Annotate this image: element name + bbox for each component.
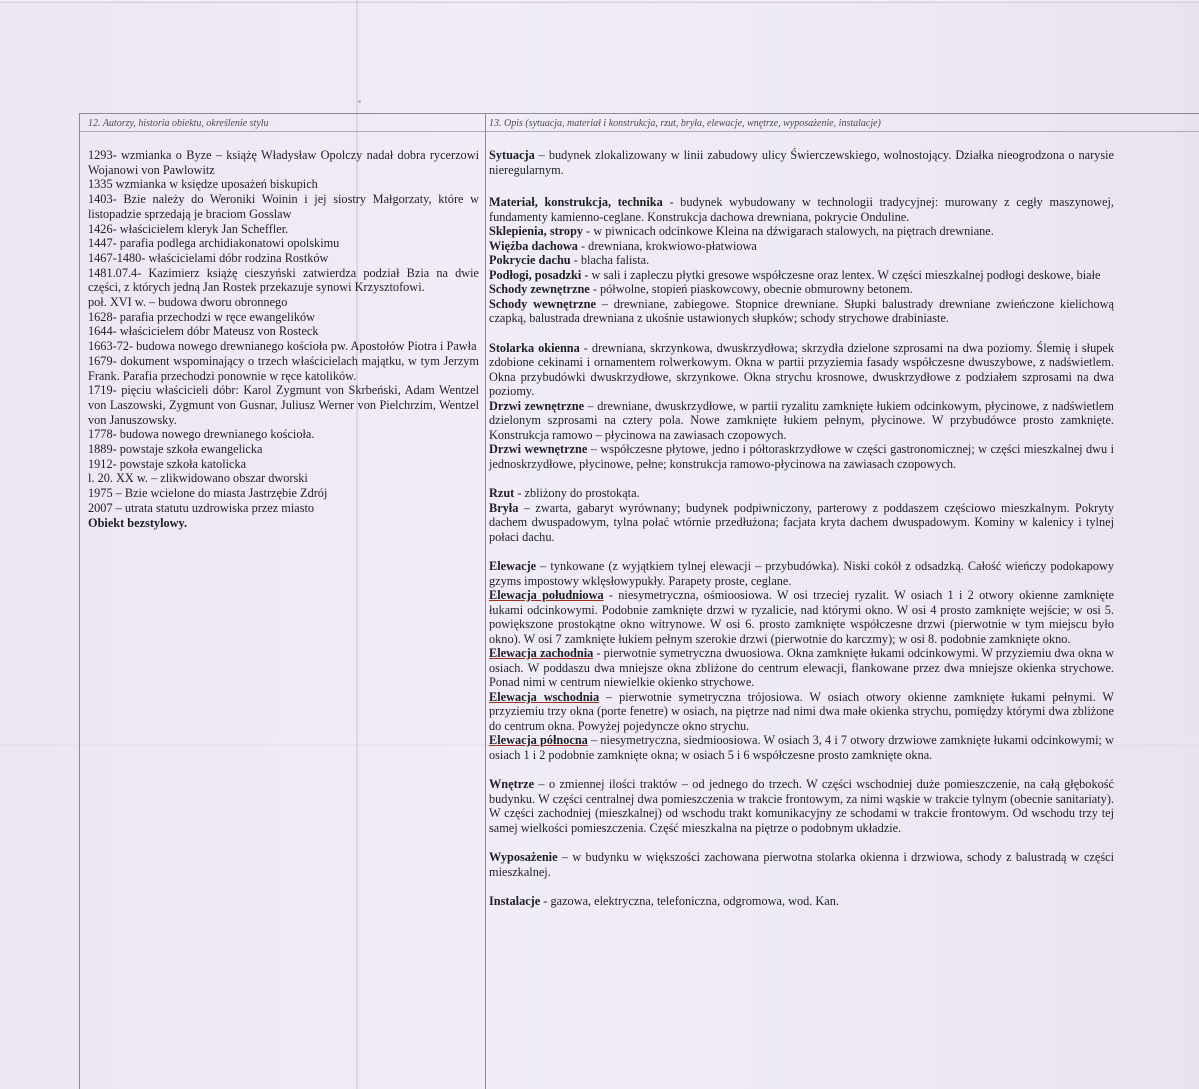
east-facade-label: Elewacja wschodnia: [489, 689, 600, 704]
vaults-paragraph: [489, 224, 1114, 239]
inner-doors-label: Drzwi wewnętrzne: [489, 442, 588, 456]
material-paragraph: [489, 195, 1114, 224]
roofing-paragraph: [489, 253, 1114, 268]
plan-text: - zbliżony do prostokąta.: [514, 486, 640, 500]
history-entry: 1719- pięciu właścicieli dóbr: Karol Zygmunt von Skrbeński, Adam Wentzel von Laszowski, Zygmunt von Gusnar, Juliusz Werner von Pielchrzim, Wentzel von Januszowsky.: [88, 383, 479, 427]
material-text: - budynek wybudowany w technologii tradycyjnej: murowany z cegły maszynowej, fundamenty kamienno-ceglane. Konstrukcja dachowa drewniana, pokrycie Onduline.: [489, 195, 1114, 224]
south-facade-text: - niesymetryczna, ośmioosiowa. W osi trzeciej ryzalit. W osiach 1 i 2 otwory okienne zamknięte łukami odcinkowymi. Podobnie zamknięte drzwi w ryzalicie, nad którymi okno. W osi 4 prosto zamknięte wejście; w osi 5. powiększone prostokątne okno witrynowe. W osi 6. prosto zamknięte współczesne drzwi (pierwotnie w tym miejscu było okno). W osi 7 zamknięte łukiem pełnym szerokie drzwi (pierwotnie do karczmy); w osi 8. podobnie zamknięte okno.: [489, 588, 1114, 646]
furnishing-paragraph: [489, 850, 1114, 879]
history-entry: 1644- właścicielem dóbr Mateusz von Rosteck: [88, 324, 319, 339]
inner-doors-text: – współczesne płytowe, jedno i półtoraskrzydłowe w części gastronomicznej; w części mieszkalnej dwu i jednoskrzydłowe, płycinowe, pełne; konstrukcja ramowo-płycinowa na zawiasach czopowych.: [489, 442, 1114, 471]
outer-stairs-text: - półwolne, stopień piaskowcowy, obecnie obmurowny betonem.: [589, 282, 913, 296]
installations-paragraph: [489, 894, 1114, 909]
outer-doors-label: Drzwi zewnętrzne: [489, 398, 585, 413]
history-entry: 1778- budowa nowego drewnianego kościoła.: [88, 427, 315, 442]
windows-text: - drewniana, skrzynkowa, dwuskrzydłowa; skrzydła dzielone szprosami na dwa poziomy. Ślemię i słupek zdobione cekinami i ornamentem rolwerkowym. Okna w partii przyziemia fasady współczesne dwuszybowe, z nadświetlem. Okna przybudówki dwuskrzydłowe, skrzynkowe. Okna strychu krosnowe, dwuskrzydłowe z podziałem szprosami na dwa poziomy.: [489, 340, 1115, 398]
furnishing-text: – w budynku w większości zachowana pierwotna stolarka okienna i drzwiowa, schody z balustradą w części mieszkalnej.: [489, 850, 1114, 879]
interior-text: – o zmiennej ilości traktów – od jednego do trzech. W części wschodniej duże pomieszczenie, na całą głębokość budynku. W części centralnej dwa pomieszczenia w trakcie frontowym, za nimi wąskie w trakcie tylnym (obecnie sanitariaty). W części zachodniej (mieszkalnej) od wschodu trakt komunikacyjny ze schodami w trakcie frontowym. Od wschodu trzy tej samej wielkości pomieszczenia. Część mieszkalna na piętrze o podobnym układzie.: [489, 777, 1114, 835]
outer-stairs-paragraph: [489, 282, 1114, 297]
history-entry: 1663-72- budowa nowego drewnianego kościoła pw. Apostołów Piotra i Pawła: [88, 339, 477, 354]
history-entry: l. 20. XX w. – zlikwidowano obszar dworski: [88, 471, 308, 486]
description-column: [489, 148, 1114, 909]
west-facade-paragraph: [489, 646, 1114, 690]
massing-text: – zwarta, gabaryt wyrównany; budynek podpiwniczony, parterowy z poddaszem częściowo mieszkalnym. Pokryty dachem dwuspadowym, tylna połać wtórnie przedłużona; facjata kryta dachem dwuspadowym. Kominy w kalenicy i tylnej połaci dachu.: [489, 500, 1114, 544]
roof-truss-text: - drewniana, krokwiowo-płatwiowa: [577, 238, 757, 253]
east-facade-paragraph: [489, 690, 1114, 734]
outer-stairs-label: Schody zewnętrzne: [489, 282, 590, 296]
section-13-header: 13. Opis (sytuacja, materiał i konstrukcja, rzut, bryła, elewacje, wnętrze, wyposażenie, instalacje): [489, 118, 881, 129]
interior-label: Wnętrze: [489, 777, 535, 791]
north-facade-text: – niesymetryczna, siedmioosiowa. W osiach 3, 4 i 7 otwory drzwiowe zamknięte łukami odcinkowymi; w osiach 1 i 2 podobnie zamknięte okna; w osiach 5 i 6 współczesne prosto zamknięte okna.: [489, 733, 1114, 762]
style-statement: Obiekt bezstylowy.: [88, 515, 188, 530]
inner-stairs-paragraph: [489, 297, 1114, 326]
west-facade-text: - pierwotnie symetryczna dwuosiowa. Okna zamknięte łukami odcinkowymi. W przyziemiu dwa okna w osiach. W poddaszu dwa mniejsze okna zbliżone do centrum elewacji, flankowane przez dwa mniejsze okienka strychowe. Ponad nimi w centrum niewielkie okienko strychowe.: [489, 646, 1114, 689]
situation-paragraph: [489, 148, 1114, 177]
windows-paragraph: [489, 341, 1114, 399]
vaults-text: - w piwnicach odcinkowe Kleina na dźwigarach stalowych, na piętrach drewniane.: [583, 224, 994, 238]
material-label: Materiał, konstrukcja, technika: [489, 195, 663, 209]
east-facade-text: – pierwotnie symetryczna trójosiowa. W osiach otwory okienne zamknięte łukami pełnymi. W przyziemiu trzy okna (porte fenetre) w osiach, na piętrze nad nimi dwa małe okienka strychu, pomiędzy którymi dwa zbliżone do centrum okna. Powyżej pojedyncze okno strychu.: [489, 689, 1114, 733]
massing-paragraph: [489, 501, 1114, 545]
history-entry: 1481.07.4- Kazimierz książę cieszyński zatwierdza podział Bzia na dwie części, z których jedną Jan Rostek przekazuje synowi Krzysztofowi.: [88, 265, 479, 295]
history-entry: 1447- parafia podlega archidiakonatowi opolskimu: [88, 236, 340, 251]
history-entry: poł. XVI w. – budowa dworu obronnego: [88, 295, 288, 310]
situation-text: – budynek zlokalizowany w linii zabudowy ulicy Świerczewskiego, wolnostojący. Działka nieogrodzona o narysie nieregularnym.: [489, 148, 1114, 177]
outer-doors-paragraph: [489, 399, 1114, 443]
plan-paragraph: [489, 486, 1114, 501]
vaults-label: Sklepienia, stropy: [489, 224, 584, 238]
inner-stairs-text: – drewniane, zabiegowe. Stopnice drewniane. Słupki balustrady drewniane zwieńczone kielichową czapką, balustrada drewniana z ukośnie ustawionych słupków; schody strychowe drabiniaste.: [489, 296, 1114, 325]
floors-label: Podłogi, posadzki: [489, 267, 582, 282]
outer-doors-text: – drewniane, dwuskrzydłowe, w partii ryzalitu zamknięte łukiem odcinkowym, płycinowe, z nadświetlem dzielonym szprosami na cztery pola. Nowe zamknięte łukiem pełnym, płycinowe. W przybudówce prosto zamknięte. Konstrukcja ramowo – płycinowa na zawiasach czopowych.: [489, 398, 1114, 442]
windows-label: Stolarka okienna: [489, 340, 580, 355]
history-entry: 2007 – utrata statutu uzdrowiska przez miasto: [88, 500, 315, 515]
roofing-label: Pokrycie dachu: [489, 253, 571, 267]
history-entry: 1975 – Bzie wcielone do miasta Jastrzębie Zdrój: [88, 486, 328, 501]
south-facade-paragraph: [489, 588, 1114, 646]
history-entry: 1293- wzmianka o Byze – książę Władysław Opolczy nadał dobra rycerzowi Wojanowi von Pawlowitz: [88, 148, 479, 177]
history-entry: 1426- właścicielem kleryk Jan Scheffler.: [88, 221, 289, 236]
history-entry: 1467-1480- właścicielami dóbr rodzina Rostków: [88, 250, 329, 265]
facades-text: – tynkowane (z wyjątkiem tylnej elewacji – przybudówka). Niski cokół z odsadzką. Całość wieńczy podokapowy gzyms impostowy wklęsłowypukły. Parapety proste, ceglane.: [489, 559, 1114, 588]
inner-stairs-label: Schody wewnętrzne: [489, 296, 596, 311]
floors-paragraph: [489, 268, 1114, 283]
roof-truss-label: Więźba dachowa: [489, 238, 578, 253]
inner-doors-paragraph: [489, 442, 1114, 471]
west-facade-label: Elewacja zachodnia: [489, 646, 594, 660]
installations-text: - gazowa, elektryczna, telefoniczna, odgromowa, wod. Kan.: [540, 894, 839, 908]
floors-text: - w sali i zapleczu płytki gresowe współczesne oraz lentex. W części mieszkalnej podłogi deskowe, białe: [581, 267, 1101, 282]
installations-label: Instalacje: [489, 894, 541, 908]
plan-label: Rzut: [489, 486, 515, 500]
interior-paragraph: [489, 777, 1114, 835]
furnishing-label: Wyposażenie: [489, 850, 558, 864]
massing-label: Bryła: [489, 500, 519, 515]
fold-line: [0, 0, 1199, 3]
history-entry: 1679- dokument wspominający o trzech właścicielach majątku, w tym Jerzym Frank. Parafia przechodzi ponownie w ręce katolików.: [88, 353, 479, 383]
history-entry: 1403- Bzie należy do Weroniki Woinin i jej siostry Małgorzaty, które w listopadzie sprzedają je braciom Gosslaw: [88, 192, 479, 221]
roof-truss-paragraph: [489, 239, 1114, 254]
scan-speck: [358, 100, 361, 103]
section-12-header: 12. Autorzy, historia obiektu, określenie stylu: [88, 118, 269, 129]
history-entry: 1628- parafia przechodzi w ręce ewangelików: [88, 309, 316, 324]
roofing-text: - blacha falista.: [570, 253, 650, 267]
history-entry: 1889- powstaje szkoła ewangelicka: [88, 442, 263, 457]
facades-paragraph: [489, 559, 1114, 588]
facades-label: Elewacje: [489, 559, 537, 573]
north-facade-label: Elewacja północna: [489, 733, 588, 747]
history-entry: 1912- powstaje szkoła katolicka: [88, 456, 247, 471]
history-list: [88, 148, 479, 530]
history-entry: 1335 wzmianka w księdze uposażeń biskupich: [88, 177, 318, 192]
north-facade-paragraph: [489, 733, 1114, 762]
south-facade-label: Elewacja południowa: [489, 588, 604, 602]
situation-label: Sytuacja: [489, 148, 535, 162]
